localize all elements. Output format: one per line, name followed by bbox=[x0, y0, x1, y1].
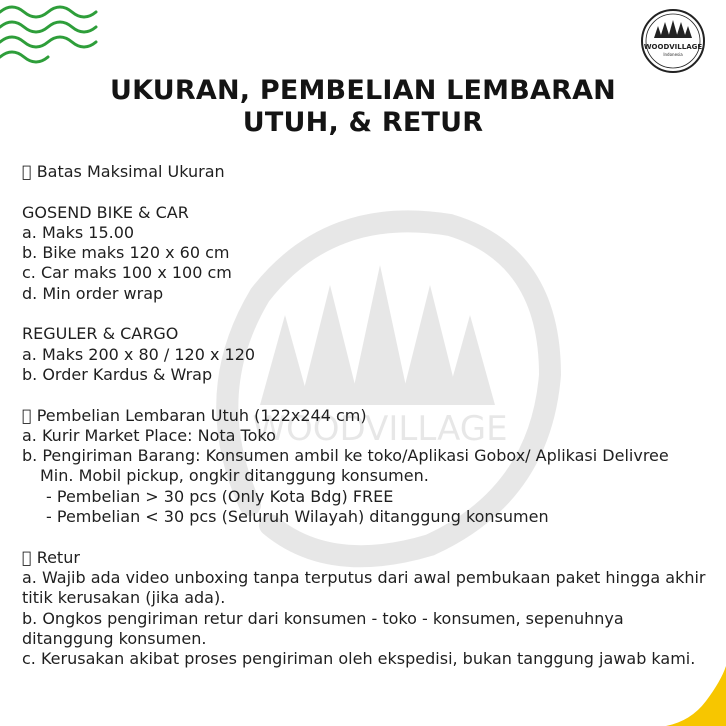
gosend-item-d: d. Min order wrap bbox=[22, 283, 164, 303]
gosend-title: GOSEND BIKE & CAR bbox=[22, 202, 189, 222]
pembelian-item-b-cont: Min. Mobil pickup, ongkir ditanggung konsumen. bbox=[40, 466, 429, 486]
gosend-item-b: b. Bike maks 120 x 60 cm bbox=[22, 243, 230, 263]
retur-item-c: c. Kerusakan akibat proses pengiriman oleh ekspedisi, bukan tanggung jawab kami. bbox=[22, 649, 696, 669]
pembelian-sub-2: - Pembelian < 30 pcs (Seluruh Wilayah) ditanggung konsumen bbox=[46, 507, 549, 527]
reguler-item-b: b. Order Kardus & Wrap bbox=[22, 364, 213, 384]
retur-item-b: b. Ongkos pengiriman retur dari konsumen - toko - konsumen, sepenuhnya ditanggung konsumen. bbox=[22, 608, 624, 648]
green-waves-decoration bbox=[0, 0, 100, 70]
retur-item-a: a. Wajib ada video unboxing tanpa terputus dari awal pembukaan paket hingga akhir titik kerusakan (jika ada). bbox=[22, 567, 706, 608]
watermark-text: WOODVILLAGE bbox=[252, 409, 508, 449]
pembelian-sub-1: - Pembelian > 30 pcs (Only Kota Bdg) FREE bbox=[46, 486, 394, 506]
pembelian-item-b: b. Pengiriman Barang: Konsumen ambil ke toko/Aplikasi Gobox/ Aplikasi Delivree bbox=[22, 446, 669, 466]
reguler-title: REGULER & CARGO bbox=[22, 324, 179, 344]
pembelian-item-a: a. Kurir Market Place: Nota Toko bbox=[22, 425, 276, 445]
document-body bbox=[22, 162, 712, 669]
pembelian-heading:   Pembelian Lembaran Utuh (122x244 cm) bbox=[22, 405, 367, 425]
logo-subtext: Indonesia bbox=[663, 52, 683, 57]
retur-heading:   Retur bbox=[22, 547, 80, 567]
woodvillage-logo bbox=[640, 8, 706, 74]
title-line-1: UKURAN, PEMBELIAN LEMBARAN bbox=[110, 75, 616, 106]
page-title bbox=[0, 75, 726, 139]
reguler-item-a: a. Maks 200 x 80 / 120 x 120 bbox=[22, 344, 256, 364]
logo-text: WOODVILLAGE bbox=[643, 43, 703, 51]
ukuran-heading:   Batas Maksimal Ukuran bbox=[22, 162, 225, 181]
yellow-corner-decoration bbox=[666, 666, 726, 726]
gosend-item-c: c. Car maks 100 x 100 cm bbox=[22, 263, 232, 283]
gosend-item-a: a. Maks 15.00 bbox=[22, 222, 135, 242]
title-line-2: UTUH, & RETUR bbox=[242, 107, 484, 138]
